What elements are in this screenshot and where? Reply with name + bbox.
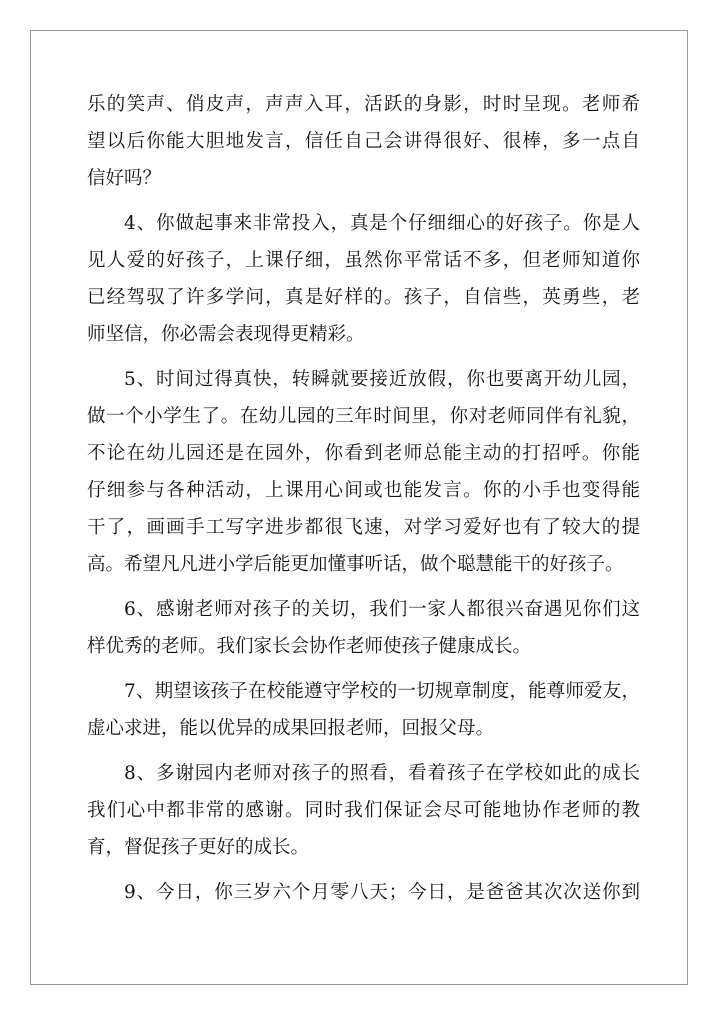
text-line: 乐的笑声、俏皮声，声声入耳，活跃的身影，时时呈现。老师希 [87, 94, 640, 115]
text-line: 4、你做起事来非常投入，真是个仔细细心的好孩子。你是人 [124, 213, 640, 234]
text-line: 望以后你能大胆地发言，信任自己会讲得很好、很棒，多一点自 [87, 131, 640, 152]
paragraph-7 [87, 874, 640, 911]
text-line: 5、时间过得真快，转瞬就要接近放假，你也要离开幼儿园， [124, 369, 640, 390]
text-line: 干了，画画手工写字进步都很飞速，对学习爱好也有了较大的提 [87, 517, 640, 538]
text-line: 高。希望凡凡进小学后能更加懂事听话，做个聪慧能干的好孩子。 [87, 554, 624, 575]
text-line: 8、多谢园内老师对孩子的照看，看着孩子在学校如此的成长 [124, 763, 640, 784]
text-line: 我们心中都非常的感谢。同时我们保证会尽可能地协作老师的教 [87, 800, 640, 821]
paragraph-4 [87, 591, 640, 665]
text-line: 9、今日，你三岁六个月零八天；今日，是爸爸其次次送你到 [124, 882, 640, 903]
text-line: 已经驾驭了许多学问，真是好样的。孩子，自信些，英勇些，老 [87, 287, 640, 308]
paragraph-5 [87, 673, 640, 747]
paragraph-3 [87, 361, 640, 583]
text-line: 7、期望该孩子在校能遵守学校的一切规章制度，能尊师爱友， [124, 681, 640, 702]
paragraph-2 [87, 205, 640, 353]
text-line: 不论在幼儿园还是在园外，你看到老师总能主动的打招呼。你能 [87, 443, 640, 464]
text-line: 育，督促孩子更好的成长。 [87, 837, 310, 858]
text-line: 仔细参与各种活动，上课用心间或也能发言。你的小手也变得能 [87, 480, 640, 501]
paragraph-6 [87, 755, 640, 866]
document-body [87, 86, 640, 911]
paragraph-1 [87, 86, 640, 197]
text-line: 师坚信，你必需会表现得更精彩。 [87, 324, 365, 345]
text-line: 见人爱的好孩子，上课仔细，虽然你平常话不多，但老师知道你 [87, 250, 640, 271]
text-line: 虚心求进，能以优异的成果回报老师，回报父母。 [87, 718, 495, 739]
text-line: 做一个小学生了。在幼儿园的三年时间里，你对老师同伴有礼貌， [87, 406, 640, 427]
text-line: 样优秀的老师。我们家长会协作老师使孩子健康成长。 [87, 636, 532, 657]
text-line: 信好吗？ [87, 168, 162, 189]
text-line: 6、感谢老师对孩子的关切，我们一家人都很兴奋遇见你们这 [124, 599, 640, 620]
